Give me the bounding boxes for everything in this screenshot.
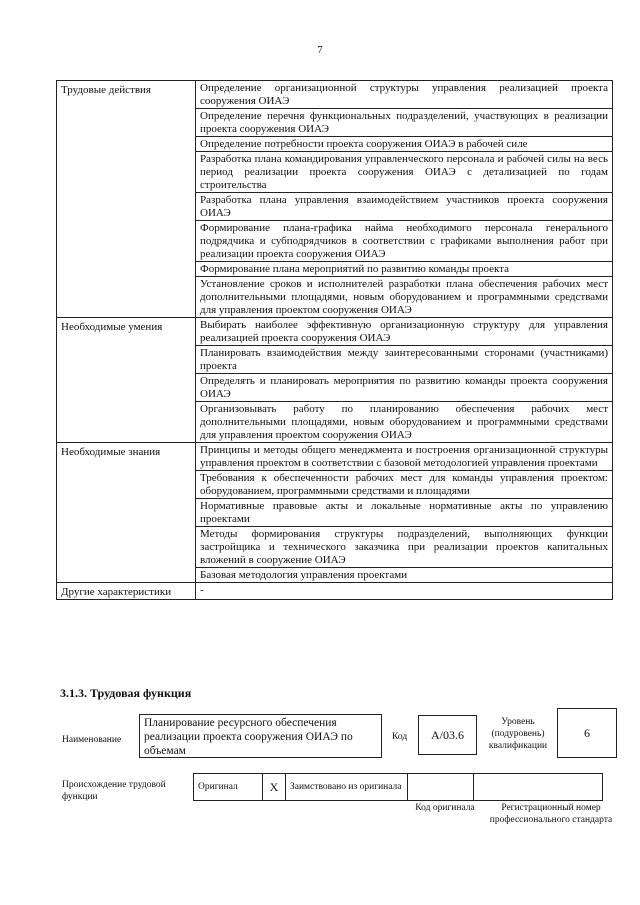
section-label: Трудовые действия (57, 81, 196, 318)
section-item: Определение потребности проекта сооружения ОИАЭ в рабочей силе (196, 137, 613, 152)
table-row (57, 443, 613, 471)
origin-label: Происхождение трудовой функции (62, 780, 166, 802)
section-item: Определение перечня функциональных подразделений, участвующих в реализации проекта сооружения ОИАЭ (196, 109, 613, 137)
section-item: Разработка плана командирования управленческого персонала и рабочей силы на весь период реализации проекта сооружения ОИАЭ с детализацией по годам строительства (196, 152, 613, 193)
section-label: Другие характеристики (57, 583, 196, 600)
section-item: Выбирать наиболее эффективную организационную структуру для управления реализацией проекта сооружения ОИАЭ (196, 318, 613, 346)
section-item: Организовывать работу по планированию обеспечения рабочих мест дополнительными площадями, новым оборудованием и программными средствами для управления проектом сооружения ОИАЭ (196, 402, 613, 443)
page-number: 7 (317, 44, 323, 56)
section-item: Планировать взаимодействия между заинтересованными сторонами (участниками) проекта (196, 346, 613, 374)
section-item: Требования к обеспеченности рабочих мест для команды управления проектом: оборудованием, программными средствами и площадями (196, 471, 613, 499)
borrowed-label: Заимствовано из оригинала (286, 774, 408, 801)
competency-table (56, 80, 613, 600)
section-item: Определение организационной структуры управления реализацией проекта сооружения ОИАЭ (196, 81, 613, 109)
name-label: Наименование (62, 735, 122, 745)
section-title: 3.1.3. Трудовая функция (60, 686, 192, 700)
level-label: Уровень (подуровень) квалификации (488, 717, 548, 751)
origin-table (193, 773, 603, 801)
table-row (57, 583, 613, 600)
section-item: Нормативные правовые акты и локальные нормативные акты по управлению проектами (196, 499, 613, 527)
table-row (57, 318, 613, 346)
section-item: Базовая методология управления проектами (196, 568, 613, 583)
original-code-cell (408, 774, 474, 801)
section-item: Определять и планировать мероприятия по развитию команды проекта сооружения ОИАЭ (196, 374, 613, 402)
section-item: Принципы и методы общего менеджмента и построения организационной структуры управления проектом в соответствии с базовой методологией управления проектами (196, 443, 613, 471)
table-row (57, 81, 613, 109)
registration-number-cell (474, 774, 603, 801)
original-mark: X (263, 774, 286, 801)
section-item: Разработка плана управления взаимодействием участников проекта сооружения ОИАЭ (196, 193, 613, 221)
registration-caption: Регистрационный номер профессионального стандарта (489, 803, 613, 825)
code-label: Код (392, 732, 408, 742)
code-caption: Код оригинала (415, 803, 475, 813)
section-label: Необходимые знания (57, 443, 196, 583)
function-code-field: А/03.6 (418, 715, 477, 755)
original-label: Оригинал (194, 774, 263, 801)
section-label: Необходимые умения (57, 318, 196, 443)
function-name-field: Планирование ресурсного обеспечения реализации проекта сооружения ОИАЭ по объемам (139, 714, 382, 758)
section-item: Методы формирования структуры подразделений, выполняющих функции застройщика и технического заказчика при реализации проектов капитальных вложений в сооружение ОИАЭ (196, 527, 613, 568)
qualification-level-field: 6 (557, 708, 617, 758)
section-item: Установление сроков и исполнителей разработки плана обеспечения рабочих мест дополнительными площадями, новым оборудованием и программными средствами для управления проектом сооружения ОИАЭ (196, 277, 613, 318)
section-item: Формирование плана-графика найма необходимого персонала генерального подрядчика и субподрядчиков в соответствии с графиками выполнения работ при реализации проекта сооружения ОИАЭ (196, 221, 613, 262)
section-item: Формирование плана мероприятий по развитию команды проекта (196, 262, 613, 277)
section-item: - (196, 583, 613, 600)
